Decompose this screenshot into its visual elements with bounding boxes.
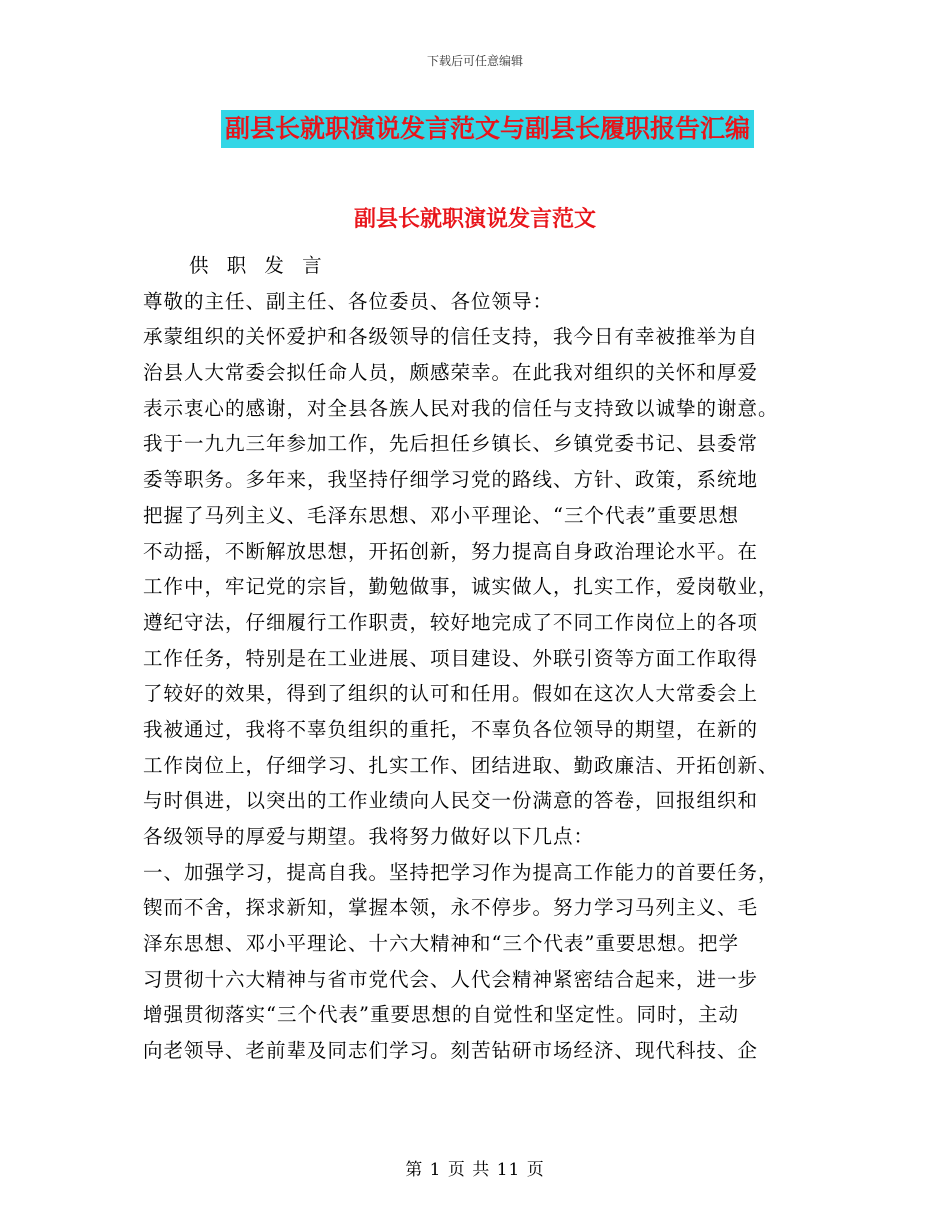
body-line: 我被通过，我将不辜负组织的重托，不辜负各位领导的期望，在新的 bbox=[143, 717, 759, 741]
body-line: 遵纪守法，仔细履行工作职责，较好地完成了不同工作岗位上的各项 bbox=[143, 610, 759, 634]
body-line: 治县人大常委会拟任命人员，颇感荣幸。在此我对组织的关怀和厚爱 bbox=[143, 361, 759, 385]
body-line: 锲而不舍，探求新知，掌握本领，永不停步。努力学习马列主义、毛 bbox=[143, 896, 759, 920]
body-line: 泽东思想、邓小平理论、十六大精神和“三个代表”重要思想。把学 bbox=[143, 932, 739, 956]
body-text bbox=[143, 248, 813, 1069]
body-line: 一、加强学习，提高自我。坚持把学习作为提高工作能力的首要任务， bbox=[143, 860, 779, 884]
body-line: 委等职务。多年来，我坚持仔细学习党的路线、方针、政策，系统地 bbox=[143, 468, 759, 492]
body-line: 不动摇，不断解放思想，开拓创新，努力提高自身政治理论水平。在 bbox=[143, 539, 759, 563]
body-line: 各级领导的厚爱与期望。我将努力做好以下几点： bbox=[143, 825, 595, 848]
page-header-note: 下载后可任意编辑 bbox=[426, 54, 523, 68]
body-line: 习贯彻十六大精神与省市党代会、人代会精神紧密结合起来，进一步 bbox=[143, 967, 759, 991]
body-line: 工作岗位上，仔细学习、扎实工作、团结进取、勤政廉洁、开拓创新、 bbox=[143, 753, 779, 777]
body-line: 增强贯彻落实“三个代表”重要思想的自觉性和坚定性。同时，主动 bbox=[143, 1003, 739, 1027]
body-line: 把握了马列主义、毛泽东思想、邓小平理论、“三个代表”重要思想 bbox=[143, 503, 739, 527]
body-line: 表示衷心的感谢，对全县各族人民对我的信任与支持致以诚挚的谢意。 bbox=[143, 396, 779, 420]
body-line-subtitle: 供 职 发 言 bbox=[189, 254, 328, 277]
section-title: 副县长就职演说发言范文 bbox=[353, 206, 596, 232]
body-line: 承蒙组织的关怀爱护和各级领导的信任支持，我今日有幸被推举为自 bbox=[143, 325, 759, 349]
body-line: 我于一九九三年参加工作，先后担任乡镇长、乡镇党委书记、县委常 bbox=[143, 432, 759, 456]
body-line: 了较好的效果，得到了组织的认可和任用。假如在这次人大常委会上 bbox=[143, 682, 759, 706]
body-line: 工作任务，特别是在工业进展、项目建设、外联引资等方面工作取得 bbox=[143, 646, 759, 670]
body-line: 与时俱进，以突出的工作业绩向人民交一份满意的答卷，回报组织和 bbox=[143, 789, 759, 813]
body-line: 工作中，牢记党的宗旨，勤勉做事，诚实做人，扎实工作，爱岗敬业， bbox=[143, 575, 779, 599]
document-title: 副县长就职演说发言范文与副县长履职报告汇编 bbox=[221, 110, 754, 148]
body-line: 向老领导、老前辈及同志们学习。刻苦钻研市场经济、现代科技、企 bbox=[143, 1039, 759, 1063]
body-line: 尊敬的主任、副主任、各位委员、各位领导： bbox=[143, 289, 554, 313]
page-number-footer: 第 1 页 共 11 页 bbox=[405, 1160, 545, 1180]
